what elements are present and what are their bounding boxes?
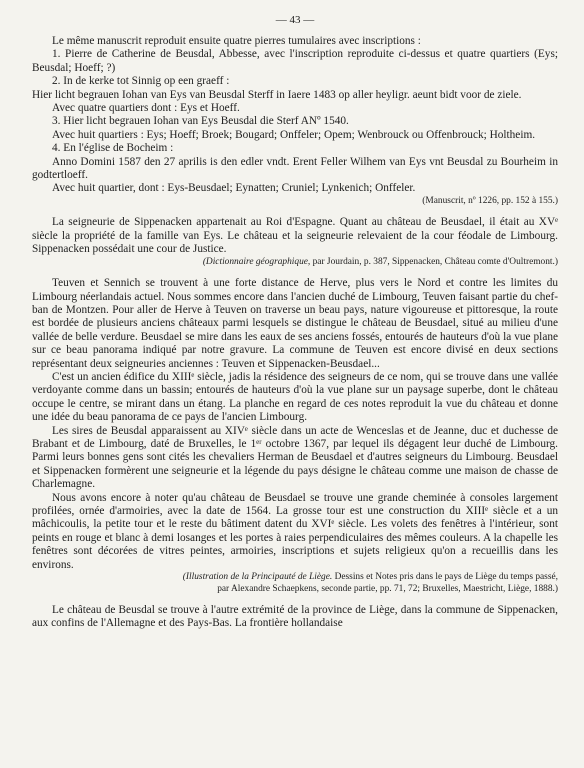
inscription-line: Avec huit quartiers : Eys; Hoeff; Broek; Bougard; Onffeler; Opem; Wenbrouck ou Offenbrouck; Holtheim. (52, 128, 536, 141)
body-paragraph: C'est un ancien édifice du XIIIᵉ siècle, jadis la résidence des seigneurs de ce nom, qui se trouve dans une vallée verdoyante comme dans un bassin; entourés de hauteurs d'où la vue plane sur un paysage superbe, dont le château occupe le centre, se mirant dans un étang. La planche en regard de ces notes reproduit la vue du château et donne une idée du beau panorama de ce pays de l'ancien Limbourg. (32, 370, 558, 424)
source-title: (Illustration de la Principauté de Liège. (182, 572, 333, 583)
inscription-line: 3. Hier licht begrauen Iohan van Eys Beusdal die Sterf ANº 1540. (52, 115, 349, 128)
source-title: (Dictionnaire géographique, (202, 256, 311, 267)
inscription-line: Avec quatre quartiers dont : Eys et Hoeff. (52, 102, 240, 115)
body-paragraph: Teuven et Sennich se trouvent à une forte distance de Herve, plus vers le Nord et contre les limites du Limbourg néerlandais actuel. Nous sommes encore dans l'ancien duché de Limbourg, Teuven faisant partie du chef-ban de Montzen. Pour aller de Herve à Teuven on traverse un beau pays, nature vigoureuse et pittoresque, la route est bordée de plusieurs anciens châteaux parmi lesquels se distingue le château de Beusdael, situé au milieu d'une vallée de belle verdure. Beusdael se mire dans les eaux de ses anciens fossés, entourés de hauteurs d'où la vue plane sur ce beau panorama indiqué par notre gravure. La commune de Teuven est encore divisé en deux sections représentant deux seigneuries anciennes : Teuven et Sippenacken-Beusdael... (32, 277, 558, 370)
body-paragraph: Le château de Beusdal se trouve à l'autre extrémité de la province de Liège, dans la commune de Sippenacken, aux confins de l'Allemagne et des Pays-Bas. La frontière hollandaise (32, 604, 558, 630)
section-teuven (32, 277, 558, 595)
body-paragraph: Nous avons encore à noter qu'au château de Beusdael se trouve une grande cheminée à consoles largement profilées, ornée d'armoiries, avec la date de 1564. La grosse tour est une construction du XIIIᵉ siècle et a un mâchicoulis, la petite tour et le reste du bâtiment datent du XVIᵉ siècle. Les volets des fenêtres à l'intérieur, sont peints en rouge et blanc à demi losanges et les portes à raies perpendiculaires des mêmes couleurs. A la chapelle les fenêtres sont décorées de vitres peintes, armoiries, inscriptions et sujets religieux qu'on a recueillis dans les environs. (32, 491, 558, 571)
inscription-line: 4. En l'église de Bocheim : (52, 142, 174, 155)
seigneurie-paragraph: La seigneurie de Sippenacken appartenait au Roi d'Espagne. Quant au château de Beusdael, il était au XVᵉ siècle la propriété de la famille van Eys. Le château et la seigneurie relevaient de la cour féodale de Limbourg. Sippenacken possédait une cour de Justice. (32, 216, 558, 256)
inscription-line: Anno Domini 1587 den 27 aprilis is den edler vndt. Erent Feller Wilhem van Eys vnt Beusdal zu Bourheim in godtertloeff. (32, 155, 558, 182)
source-detail: par Jourdain, p. 387, Sippenacken, Château comte d'Oultremont.) (312, 256, 558, 267)
source-citation (32, 572, 558, 584)
section-tombstones (32, 35, 558, 207)
source-citation-line2: par Alexandre Schaepkens, seconde partie, pp. 71, 72; Bruxelles, Maestricht, Liège, 1888.) (217, 583, 558, 594)
section-beusdal (32, 604, 558, 631)
section-seigneurie (32, 216, 558, 268)
source-citation (32, 257, 558, 269)
inscription-line: 2. In de kerke tot Sinnig op een graeff : (52, 75, 230, 88)
inscription-line: 1. Pierre de Catherine de Beusdal, Abbesse, avec l'inscription reproduite ci-dessus et quatre quartiers (Eys; Beusdal; Hoeff; ?) (32, 48, 558, 74)
intro-paragraph: Le même manuscrit reproduit ensuite quatre pierres tumulaires avec inscriptions : (52, 35, 421, 47)
inscription-line: Hier licht begrauen Iohan van Eys van Beusdal Sterff in Iaere 1483 op aller heyligr. aeunt bidt voor de ziele. (32, 88, 522, 101)
source-citation: (Manuscrit, nº 1226, pp. 152 à 155.) (422, 195, 558, 206)
body-paragraph: Les sires de Beusdal apparaissent au XIVᵉ siècle dans un acte de Wenceslas et de Jeanne, duc et duchesse de Brabant et de Limbourg, daté de Bruxelles, le 1ᵉʳ octobre 1367, par lequel ils dégagent leur duché de Limbourg. Parmi leurs bonnes gens sont cités les chevaliers Herman de Beusdael et d'autres seigneurs du Limbourg. Beusdael et Sippenacken formèrent une seigneurie et la légende du pays désigne le château comme une maison de chasse de Charlemagne. (32, 424, 558, 491)
inscription-line: Avec huit quartier, dont : Eys-Beusdael; Eynatten; Cruniel; Lynkenich; Onffeler. (52, 182, 416, 195)
page-number: — 43 — (275, 14, 315, 26)
source-detail: Dessins et Notes pris dans le pays de Liège du temps passé, (334, 572, 558, 583)
